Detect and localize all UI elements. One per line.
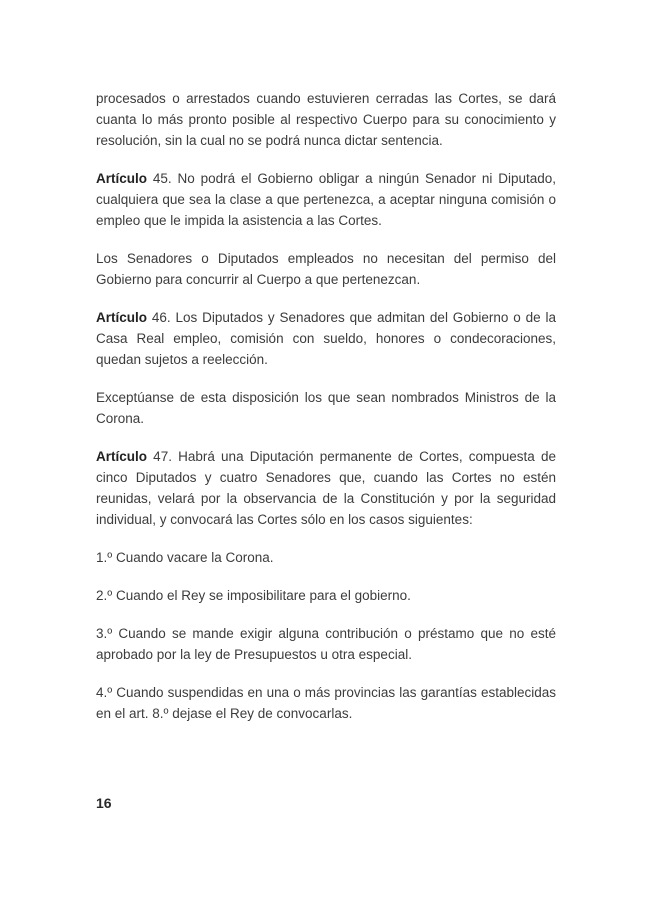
paragraph-exceptuanse: [96, 387, 556, 429]
paragraph-text: procesados o arrestados cuando estuvieren cerradas las Cortes, se dará cuanta lo más pronto posible al respectivo Cuerpo para su conocimiento y resolución, sin la cual no se podrá nunca dictar sentencia.: [96, 91, 556, 148]
paragraph-text: 46. Los Diputados y Senadores que admitan del Gobierno o de la Casa Real empleo, comisión con sueldo, honores o condecoraciones, quedan sujetos a reelección.: [96, 310, 556, 367]
paragraph-text: Exceptúanse de esta disposición los que sean nombrados Ministros de la Corona.: [96, 390, 556, 426]
article-label: Artículo: [96, 310, 148, 325]
list-item-2: [96, 585, 556, 606]
page-content: [96, 88, 556, 724]
article-label: Artículo: [96, 449, 148, 464]
paragraph-text: 1.º Cuando vacare la Corona.: [96, 550, 274, 565]
paragraph-text: 2.º Cuando el Rey se imposibilitare para el gobierno.: [96, 588, 411, 603]
paragraph-text: 3.º Cuando se mande exigir alguna contribución o préstamo que no esté aprobado por la ley de Presupuestos u otra especial.: [96, 626, 556, 662]
paragraph-articulo-46: [96, 307, 556, 370]
paragraph-articulo-45: [96, 168, 556, 231]
page-number: 16: [96, 795, 112, 811]
paragraph-text: 4.º Cuando suspendidas en una o más provincias las garantías establecidas en el art. 8.º dejase el Rey de convocarlas.: [96, 685, 556, 721]
paragraph-text: 47. Habrá una Diputación permanente de Cortes, compuesta de cinco Diputados y cuatro Senadores que, cuando las Cortes no estén reunidas, velará por la observancia de la Constitución y por la seguridad individual, y convocará las Cortes sólo en los casos siguientes:: [96, 449, 556, 527]
list-item-1: [96, 547, 556, 568]
paragraph-text: Los Senadores o Diputados empleados no necesitan del permiso del Gobierno para concurrir al Cuerpo a que pertenezcan.: [96, 251, 556, 287]
paragraph-senadores-diputados: [96, 248, 556, 290]
paragraph-continuation: [96, 88, 556, 151]
article-label: Artículo: [96, 171, 148, 186]
list-item-3: [96, 623, 556, 665]
list-item-4: [96, 682, 556, 724]
paragraph-articulo-47: [96, 446, 556, 530]
paragraph-text: 45. No podrá el Gobierno obligar a ningún Senador ni Diputado, cualquiera que sea la clase a que pertenezca, a aceptar ninguna comisión o empleo que le impida la asistencia a las Cortes.: [96, 171, 556, 228]
